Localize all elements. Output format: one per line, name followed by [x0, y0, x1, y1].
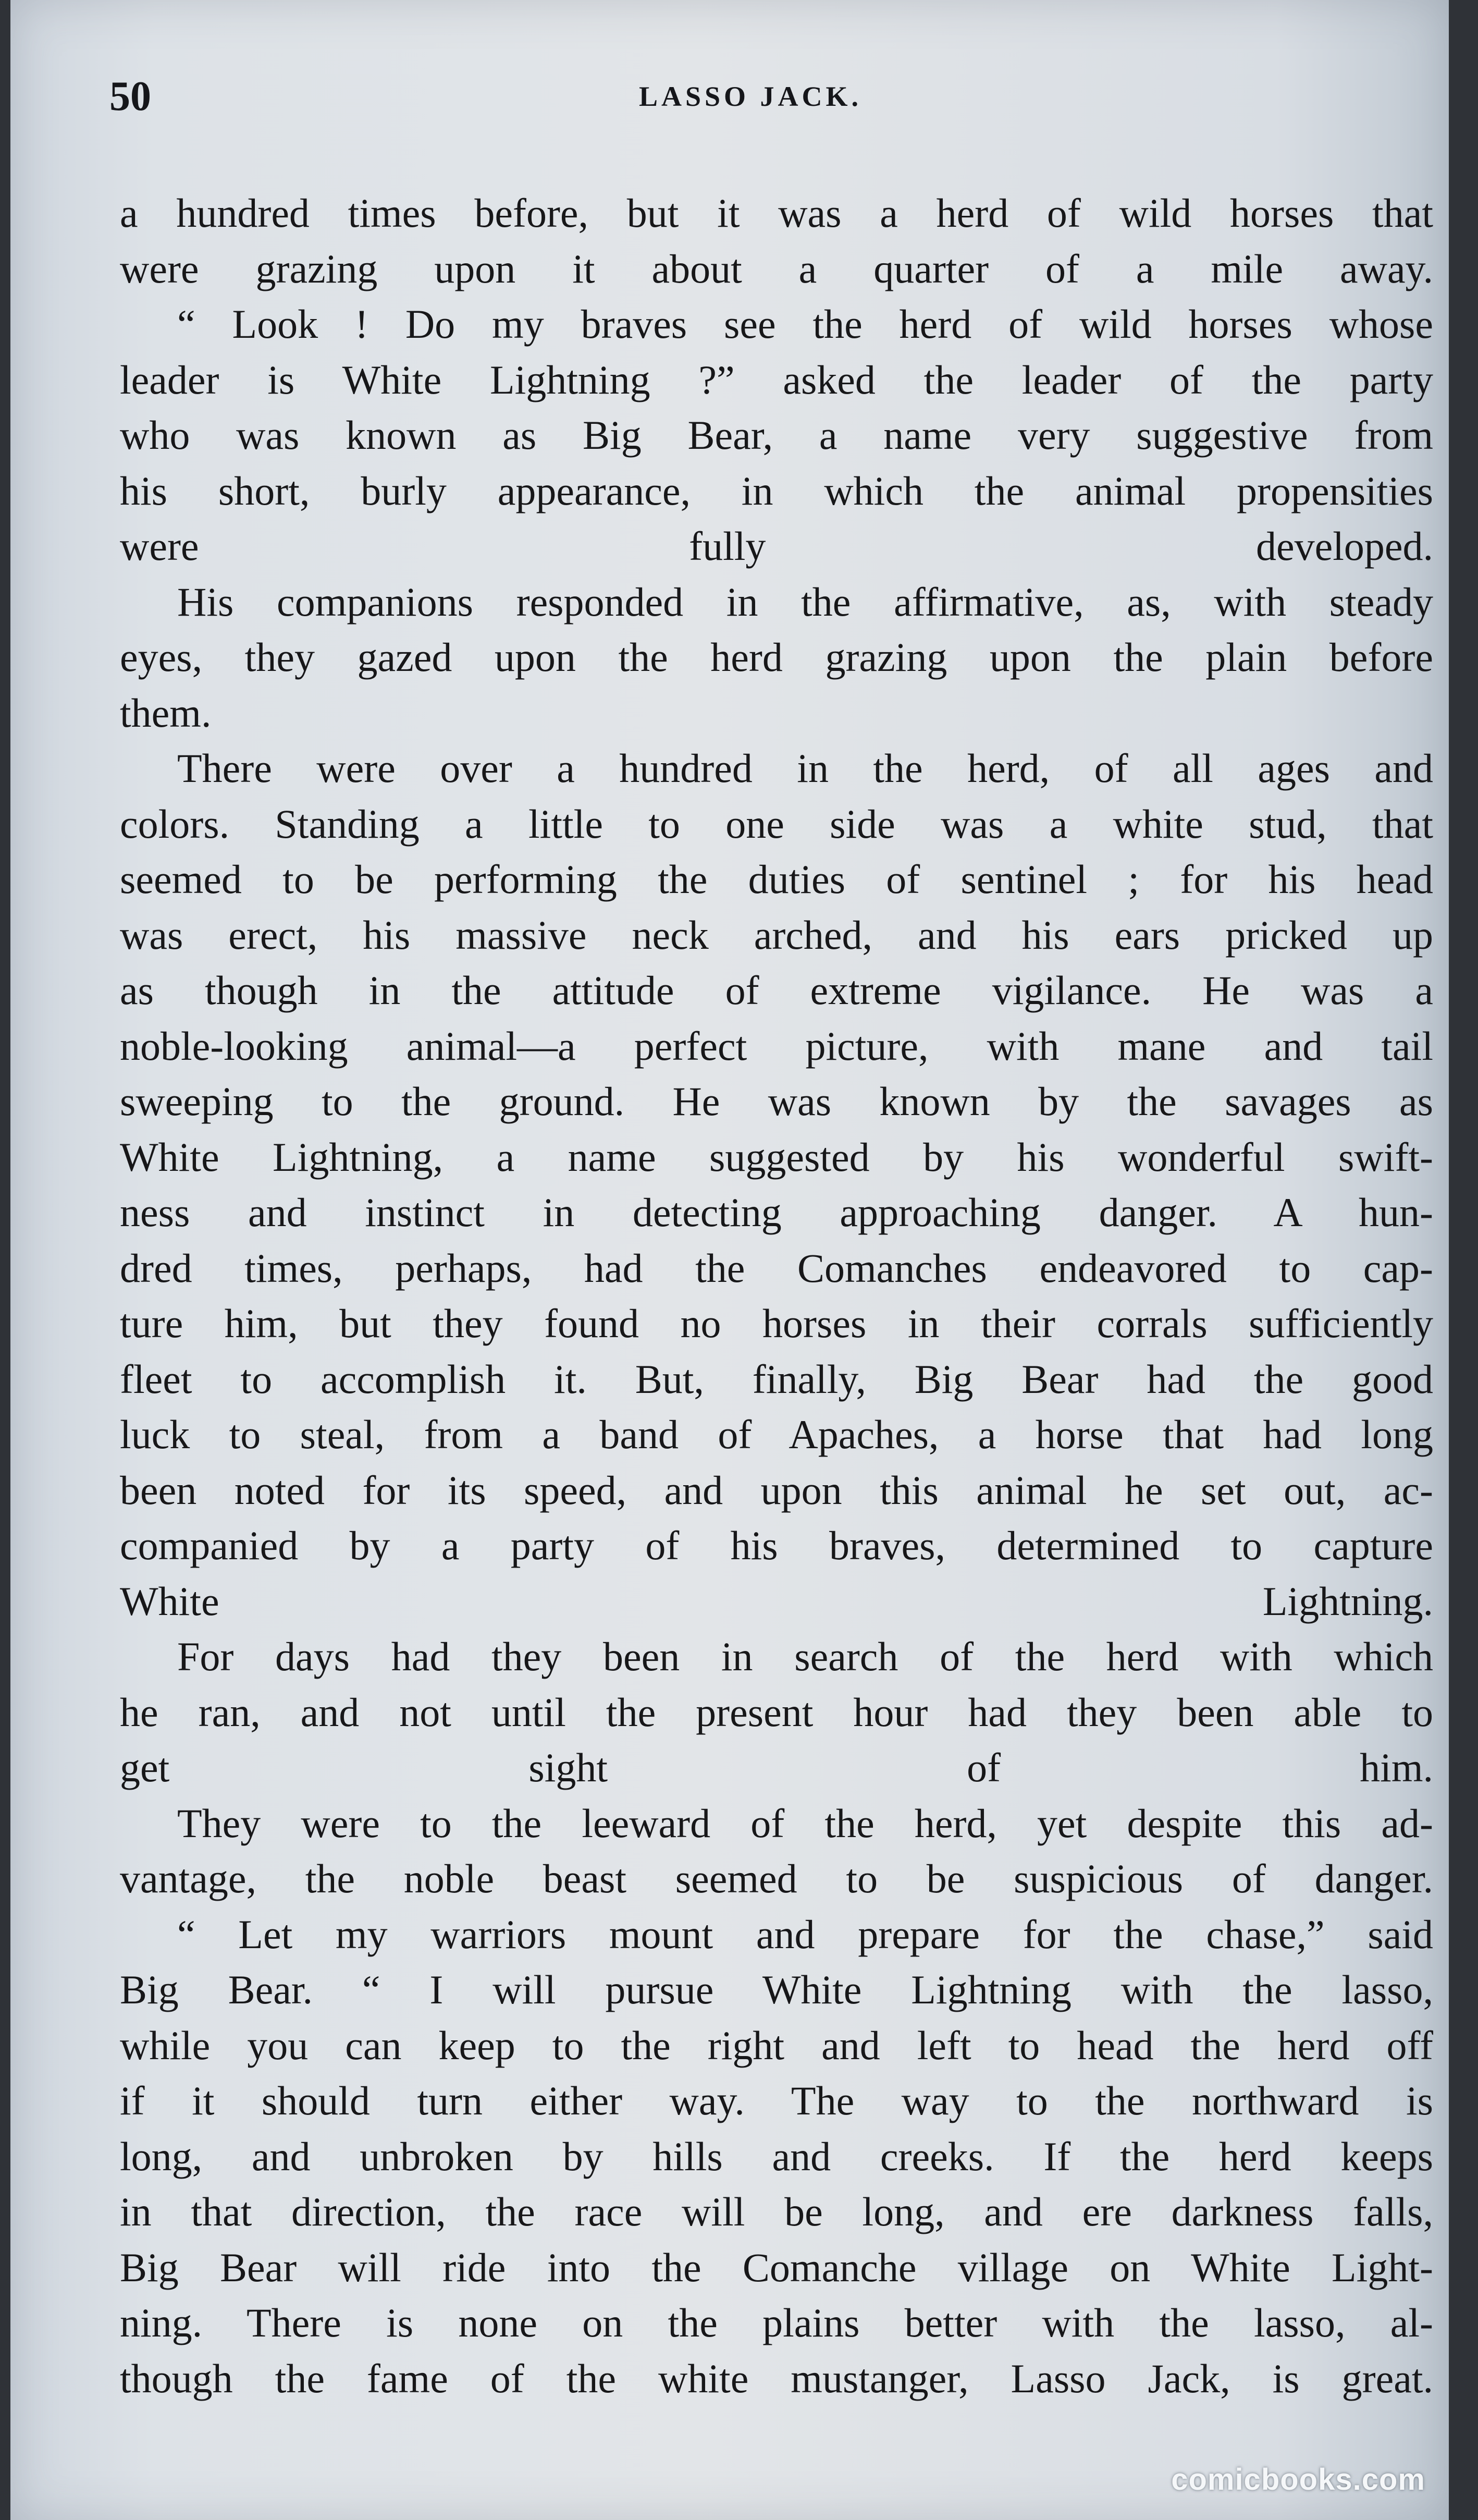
- book-page: [10, 0, 1449, 2520]
- running-head: LASSO JACK.: [638, 81, 863, 112]
- text-line: if it should turn either way. The way to the northward is: [120, 2078, 1433, 2123]
- text-line: ture him, but they found no horses in their corrals sufficiently: [120, 1301, 1433, 1346]
- body-text: [120, 186, 1433, 2401]
- text-line: White Lightning.: [120, 1578, 1433, 1624]
- text-line: White Lightning, a name suggested by his wonderful swift-: [120, 1134, 1433, 1180]
- text-line: seemed to be performing the duties of sentinel ; for his head: [120, 857, 1433, 902]
- text-line: a hundred times before, but it was a herd of wild horses that: [120, 190, 1433, 236]
- text-line: noble-looking animal—a perfect picture, with mane and tail: [120, 1023, 1433, 1069]
- page-header: [109, 73, 1391, 136]
- text-line: though the fame of the white mustanger, Lasso Jack, is great.: [120, 2355, 1433, 2401]
- paragraph: [120, 574, 1433, 741]
- paragraph: [120, 741, 1433, 1629]
- page-number: 50: [109, 74, 151, 119]
- text-line: ning. There is none on the plains better with the lasso, al-: [120, 2300, 1433, 2345]
- paragraph: [120, 1907, 1433, 2407]
- text-line: while you can keep to the right and left to head the herd off: [120, 2022, 1433, 2068]
- text-line: dred times, perhaps, had the Comanches endeavored to cap-: [120, 1245, 1433, 1291]
- text-line: His companions responded in the affirmative, as, with steady: [177, 579, 1433, 625]
- text-line: They were to the leeward of the herd, yet despite this ad-: [177, 1800, 1433, 1846]
- text-line: fleet to accomplish it. But, finally, Big Bear had the good: [120, 1356, 1433, 1402]
- text-line: he ran, and not until the present hour had they been able to: [120, 1689, 1433, 1735]
- text-line: long, and unbroken by hills and creeks. If the herd keeps: [120, 2133, 1433, 2179]
- text-line: “ Let my warriors mount and prepare for the chase,” said: [177, 1911, 1433, 1957]
- text-line: colors. Standing a little to one side was a white stud, that: [120, 801, 1433, 847]
- text-line: eyes, they gazed upon the herd grazing upon the plain before: [120, 634, 1433, 680]
- text-line: For days had they been in search of the herd with which: [177, 1634, 1433, 1679]
- paragraph: [120, 1796, 1433, 1907]
- text-line: ness and instinct in detecting approaching danger. A hun-: [120, 1190, 1433, 1235]
- text-line: There were over a hundred in the herd, of all ages and: [177, 745, 1433, 791]
- text-line: “ Look ! Do my braves see the herd of wild horses whose: [177, 301, 1433, 347]
- paragraph: [120, 297, 1433, 574]
- paragraph: [120, 1629, 1433, 1796]
- text-line: been noted for its speed, and upon this animal he set out, ac-: [120, 1467, 1433, 1513]
- text-line: were grazing upon it about a quarter of a mile away.: [120, 246, 1433, 291]
- text-line: as though in the attitude of extreme vigilance. He was a: [120, 968, 1433, 1013]
- text-line: his short, burly appearance, in which the animal propensities: [120, 468, 1433, 513]
- text-line: them.: [120, 690, 212, 736]
- text-line: who was known as Big Bear, a name very suggestive from: [120, 412, 1433, 458]
- text-line: were fully developed.: [120, 523, 1433, 569]
- text-line: Big Bear will ride into the Comanche village on White Light-: [120, 2244, 1433, 2290]
- text-line: leader is White Lightning ?” asked the leader of the party: [120, 357, 1433, 402]
- text-line: in that direction, the race will be long, and ere darkness falls,: [120, 2189, 1433, 2234]
- text-line: Big Bear. “ I will pursue White Lightning with the lasso,: [120, 1967, 1433, 2012]
- text-line: sweeping to the ground. He was known by the savages as: [120, 1079, 1433, 1124]
- text-line: was erect, his massive neck arched, and his ears pricked up: [120, 912, 1433, 958]
- text-line: luck to steal, from a band of Apaches, a horse that had long: [120, 1412, 1433, 1457]
- watermark-text: comicbooks.com: [1171, 2463, 1425, 2497]
- text-line: get sight of him.: [120, 1745, 1433, 1790]
- text-line: companied by a party of his braves, determined to capture: [120, 1523, 1433, 1568]
- paragraph: [120, 186, 1433, 297]
- text-line: vantage, the noble beast seemed to be suspicious of danger.: [120, 1856, 1433, 1901]
